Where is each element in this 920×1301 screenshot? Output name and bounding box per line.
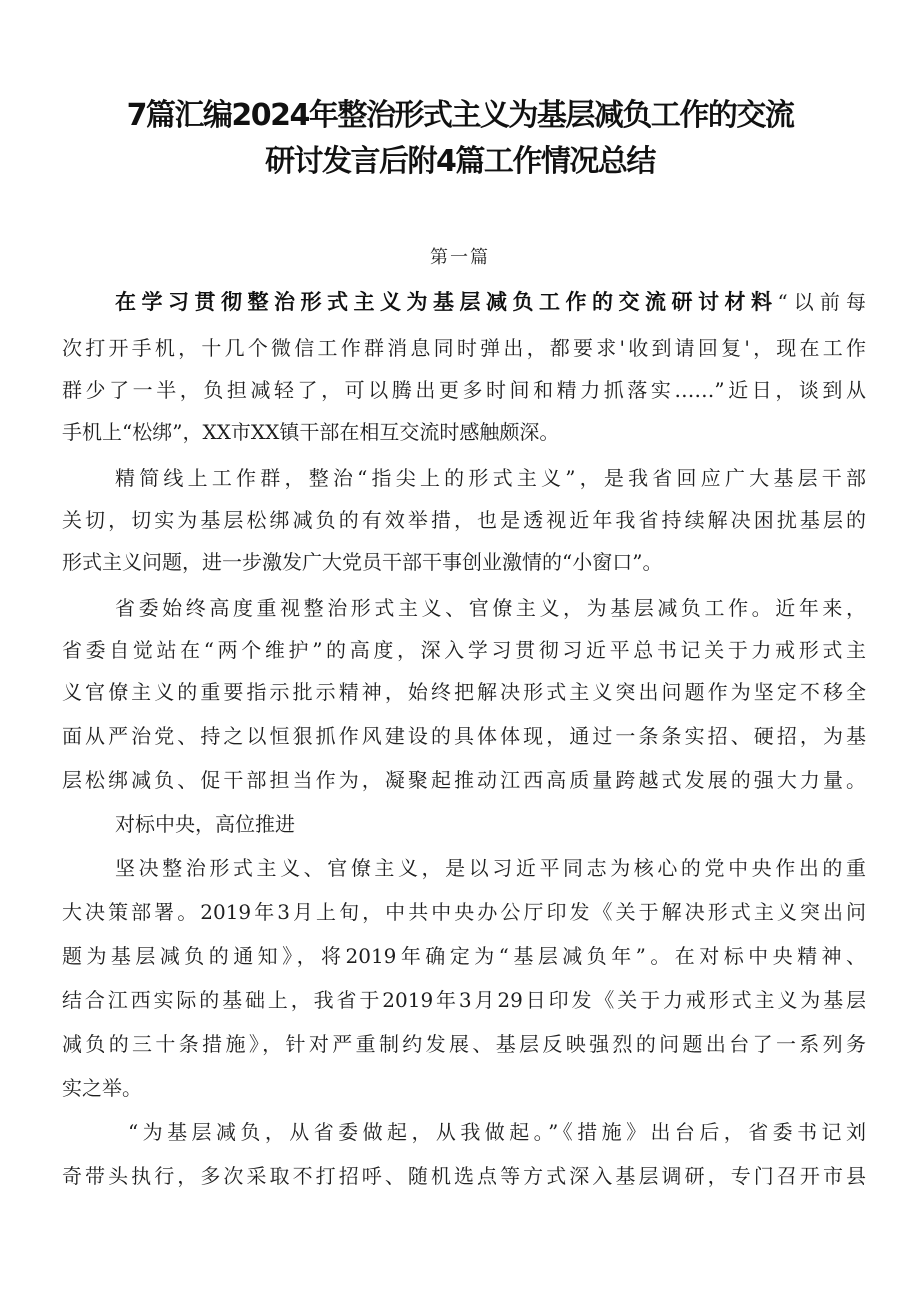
section-label: 第一篇: [430, 247, 490, 268]
paragraph-line: “为基层减负，从省委做起，从我做起。”《措施》出台后，省委书记刘: [128, 1120, 866, 1144]
paragraph-line: 减负的三十条措施》，针对严重制约发展、基层反映强烈的问题出台了一系列务: [62, 1032, 866, 1056]
paragraph-line: 省委始终高度重视整治形式主义、官僚主义，为基层减负工作。近年来，: [115, 596, 866, 620]
paragraph-line: 奇带头执行，多次采取不打招呼、随机选点等方式深入基层调研，专门召开市县: [62, 1164, 866, 1188]
paragraph-line: 坚决整治形式主义、官僚主义，是以习近平同志为核心的党中央作出的重: [115, 856, 866, 880]
paragraph-line: 结合江西实际的基础上，我省于2019年3月29日印发《关于力戒形式主义为基层: [62, 988, 866, 1012]
paragraph-line: 精简线上工作群，整治“指尖上的形式主义”，是我省回应广大基层干部: [115, 466, 866, 490]
paragraph-line: 层松绑减负、促干部担当作为，凝聚起推动江西高质量跨越式发展的强大力量。: [62, 768, 866, 792]
paragraph-line: 次打开手机，十几个微信工作群消息同时弹出，都要求'收到请回复'，现在工作: [62, 336, 866, 360]
paragraph-line: 题为基层减负的通知》，将2019年确定为“基层减负年”。在对标中央精神、: [62, 944, 866, 968]
paragraph-text: “以前每: [777, 290, 866, 314]
paragraph-line: 义官僚主义的重要指示批示精神，始终把解决形式主义突出问题作为坚定不移全: [62, 680, 866, 704]
paragraph-line: 面从严治党、持之以恒狠抓作风建设的具体体现，通过一条条实招、硬招，为基: [62, 724, 866, 748]
paragraph-line: 省委自觉站在“两个维护”的高度，深入学习贯彻习近平总书记关于力戒形式主: [62, 638, 866, 662]
document-title-line-2: 研讨发言后附4篇工作情况总结: [265, 144, 655, 179]
paragraph-line: 大决策部署。2019年3月上旬，中共中央办公厅印发《关于解决形式主义突出问: [62, 900, 866, 924]
paragraph-line: [115, 284, 866, 320]
paragraph-line: 实之举。: [62, 1076, 142, 1100]
paragraph-line: 关切，切实为基层松绑减负的有效举措，也是透视近年我省持续解决困扰基层的: [62, 508, 866, 532]
paragraph-line: 形式主义问题，进一步激发广大党员干部干事创业激情的“小窗口”。: [62, 550, 663, 574]
paragraph-line: 群少了一半，负担减轻了，可以腾出更多时间和精力抓落实……”近日，谈到从: [62, 378, 866, 402]
paragraph-line: 手机上“松绑”，XX市XX镇干部在相互交流时感触颇深。: [62, 420, 560, 444]
subheading: 对标中央，高位推进: [115, 812, 295, 836]
document-title-line-1: 7篇汇编2024年整治形式主义为基层减负工作的交流: [126, 98, 794, 133]
lead-heading: 在学习贯彻整治形式主义为基层减负工作的交流研讨材料: [115, 290, 778, 314]
